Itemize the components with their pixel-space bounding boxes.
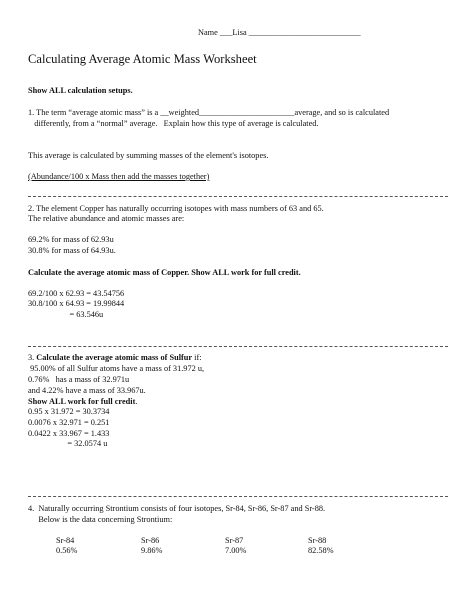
q1-text: 1. The term “average atomic mass” is a (28, 108, 161, 117)
q3-work1: 0.95 x 31.972 = 30.3734 (28, 407, 110, 416)
q2-line2: The relative abundance and atomic masses are: (28, 214, 185, 223)
q2-work3: = 63.546u (28, 310, 104, 319)
q3-work4: = 32.0574 u (28, 439, 108, 448)
table-cell-isotope: Sr-88 (308, 536, 327, 545)
q3-line2: 0.76% has a mass of 32.971u (28, 375, 130, 384)
q1-blank-answer: __weighted_______________________ (160, 108, 295, 117)
q3-line3: and 4.22% have a mass of 33.967u. (28, 386, 146, 395)
q1-line2: differently, from a “normal” average. Explain how this type of average is calculated. (28, 119, 319, 128)
q2-work2: 30.8/100 x 64.93 = 19.99844 (28, 299, 125, 308)
q3-credit-line (28, 397, 137, 407)
q3-prompt: Calculate the average atomic mass of Sulfur (36, 353, 193, 362)
q2-work1: 69.2/100 x 62.93 = 43.54756 (28, 289, 125, 298)
table-cell-isotope: Sr-86 (141, 536, 160, 545)
q2-line1: 2. The element Copper has naturally occurring isotopes with mass numbers of 63 and 65. (28, 204, 324, 213)
q3-prompt-line (28, 353, 202, 363)
q4-line1: 4. Naturally occurring Strontium consists of four isotopes, Sr-84, Sr-86, Sr-87 and Sr-88. (28, 504, 326, 513)
q1-answer-formula: (Abundance/100 x Mass then add the masses together) (28, 172, 210, 181)
q4-line2: Below is the data concerning Strontium: (28, 515, 173, 524)
q3-prompt-tail: if: (192, 353, 202, 362)
name-label: Name (198, 28, 220, 37)
q3-number: 3. (28, 353, 37, 362)
q3-credit-tail: . (135, 397, 138, 406)
q3-work3: 0.0422 x 33.967 = 1.433 (28, 429, 110, 438)
q2-data2: 30.8% for mass of 64.93u. (28, 246, 116, 255)
q3-line1: 95.00% of all Sulfur atoms have a mass of 31.972 u, (28, 364, 205, 373)
name-line (198, 28, 361, 38)
q1-line1 (28, 108, 389, 118)
q3-credit: Show ALL work for full credit (28, 397, 136, 406)
q1-answer: This average is calculated by summing masses of the element's isotopes. (28, 151, 269, 160)
name-value: ___Lisa ___________________________ (219, 28, 361, 37)
q2-data1: 69.2% for mass of 62.93u (28, 235, 114, 244)
table-cell-isotope: Sr-87 (225, 536, 244, 545)
table-cell-abundance: 0.56% (56, 546, 78, 555)
q3-work2: 0.0076 x 32.971 = 0.251 (28, 418, 110, 427)
section-divider (28, 496, 448, 497)
q2-prompt: Calculate the average atomic mass of Copper. Show ALL work for full credit. (28, 268, 301, 277)
table-cell-abundance: 9.86% (141, 546, 163, 555)
instructions: Show ALL calculation setups. (28, 86, 133, 95)
section-divider (28, 196, 448, 197)
table-cell-isotope: Sr-84 (56, 536, 75, 545)
table-cell-abundance: 7.00% (225, 546, 247, 555)
section-divider (28, 346, 448, 347)
q1-text-tail: average, and so is calculated (294, 108, 390, 117)
table-cell-abundance: 82.58% (308, 546, 334, 555)
page-title: Calculating Average Atomic Mass Worksheet (28, 52, 257, 66)
